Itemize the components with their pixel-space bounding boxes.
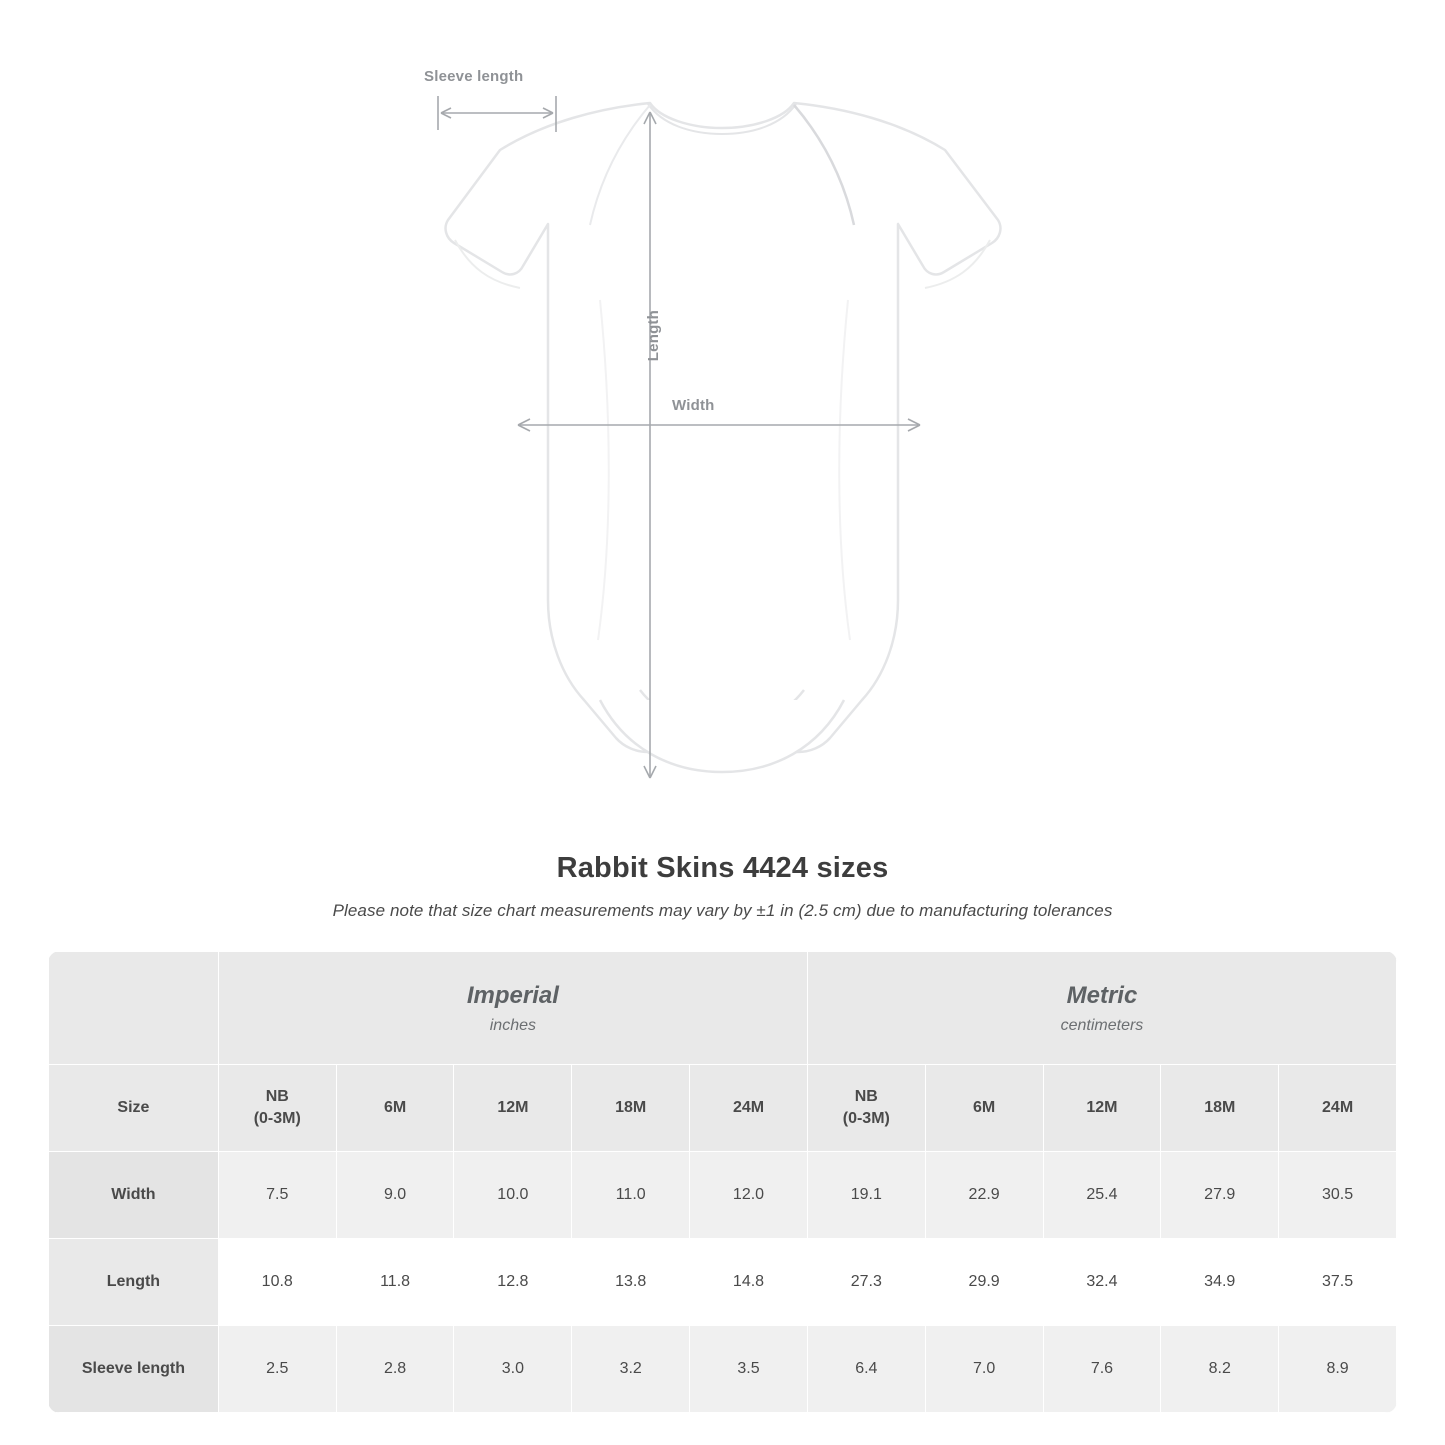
header-col-3-label: 18M [615,1099,647,1117]
page-title: Rabbit Skins 4424 sizes [556,852,889,884]
header-col-4-label: 24M [732,1099,765,1117]
header-col-2 [454,1065,572,1152]
unit-header-row [49,952,1397,1065]
cell-width-0: 7.5 [218,1152,336,1239]
header-col-6-label: 6M [973,1099,996,1117]
cell-length-7: 32.4 [1043,1239,1161,1326]
header-col-1 [336,1065,454,1152]
cell-length-1: 11.8 [336,1239,454,1326]
header-col-8 [1161,1065,1279,1152]
cell-sleeve-2: 3.0 [454,1326,572,1413]
header-col-4 [690,1065,808,1152]
cell-sleeve-4: 3.5 [690,1326,808,1413]
tolerance-note: Please note that size chart measurements may vary by ±1 in (2.5 cm) due to manufacturing tolerances [332,901,1113,920]
cell-sleeve-1: 2.8 [336,1326,454,1413]
cell-width-3: 11.0 [572,1152,690,1239]
chart-heading [0,852,1445,921]
header-col-0-sublabel: (0-3M) [253,1110,301,1127]
cell-sleeve-6: 7.0 [925,1326,1043,1413]
table-row [49,1152,1397,1239]
length-label: Length [645,310,662,362]
header-col-9 [1279,1065,1397,1152]
cell-length-0: 10.8 [218,1239,336,1326]
sleeve-length-label: Sleeve length [424,68,524,85]
header-col-0-label: NB [265,1088,289,1106]
cell-length-2: 12.8 [454,1239,572,1326]
row-label-width: Width [49,1152,219,1239]
bodysuit-shape [446,103,1001,772]
row-label-length: Length [49,1239,219,1326]
header-col-7-label: 12M [1086,1099,1118,1117]
cell-width-8: 27.9 [1161,1152,1279,1239]
cell-sleeve-0: 2.5 [218,1326,336,1413]
width-label: Width [672,397,715,414]
cell-width-5: 19.1 [807,1152,925,1239]
cell-sleeve-5: 6.4 [807,1326,925,1413]
header-size: Size [49,1065,219,1152]
cell-width-2: 10.0 [454,1152,572,1239]
header-col-6 [925,1065,1043,1152]
header-col-5 [807,1065,925,1152]
cell-length-5: 27.3 [807,1239,925,1326]
cell-sleeve-3: 3.2 [572,1326,690,1413]
cell-width-6: 22.9 [925,1152,1043,1239]
header-col-1-label: 6M [383,1099,407,1117]
unit-group-metric-sub: centimeters [1060,1016,1144,1034]
cell-sleeve-7: 7.6 [1043,1326,1161,1413]
header-col-3 [572,1065,690,1152]
row-label-sleeve-length: Sleeve length [49,1326,219,1413]
cell-length-9: 37.5 [1279,1239,1397,1326]
cell-length-4: 14.8 [690,1239,808,1326]
cell-width-9: 30.5 [1279,1152,1397,1239]
cell-width-4: 12.0 [690,1152,808,1239]
header-col-2-label: 12M [497,1099,529,1117]
header-col-9-label: 24M [1322,1099,1354,1117]
cell-width-7: 25.4 [1043,1152,1161,1239]
cell-length-6: 29.9 [925,1239,1043,1326]
size-chart-table [48,951,1397,1413]
header-col-7 [1043,1065,1161,1152]
unit-group-imperial [218,952,807,1065]
table-row [49,1326,1397,1413]
header-col-5-label: NB [854,1088,878,1106]
size-header-row [49,1065,1397,1152]
header-col-5-sublabel: (0-3M) [842,1110,890,1127]
header-col-0 [218,1065,336,1152]
unit-group-imperial-name: Imperial [466,981,559,1009]
cell-sleeve-9: 8.9 [1279,1326,1397,1413]
cell-width-1: 9.0 [336,1152,454,1239]
unit-group-imperial-sub: inches [489,1016,536,1034]
cell-length-8: 34.9 [1161,1239,1279,1326]
unit-corner-cell [49,952,219,1065]
header-col-8-label: 18M [1204,1099,1236,1117]
table-row [49,1239,1397,1326]
cell-length-3: 13.8 [572,1239,690,1326]
unit-group-metric-name: Metric [1066,981,1138,1009]
unit-group-metric [807,952,1396,1065]
cell-sleeve-8: 8.2 [1161,1326,1279,1413]
